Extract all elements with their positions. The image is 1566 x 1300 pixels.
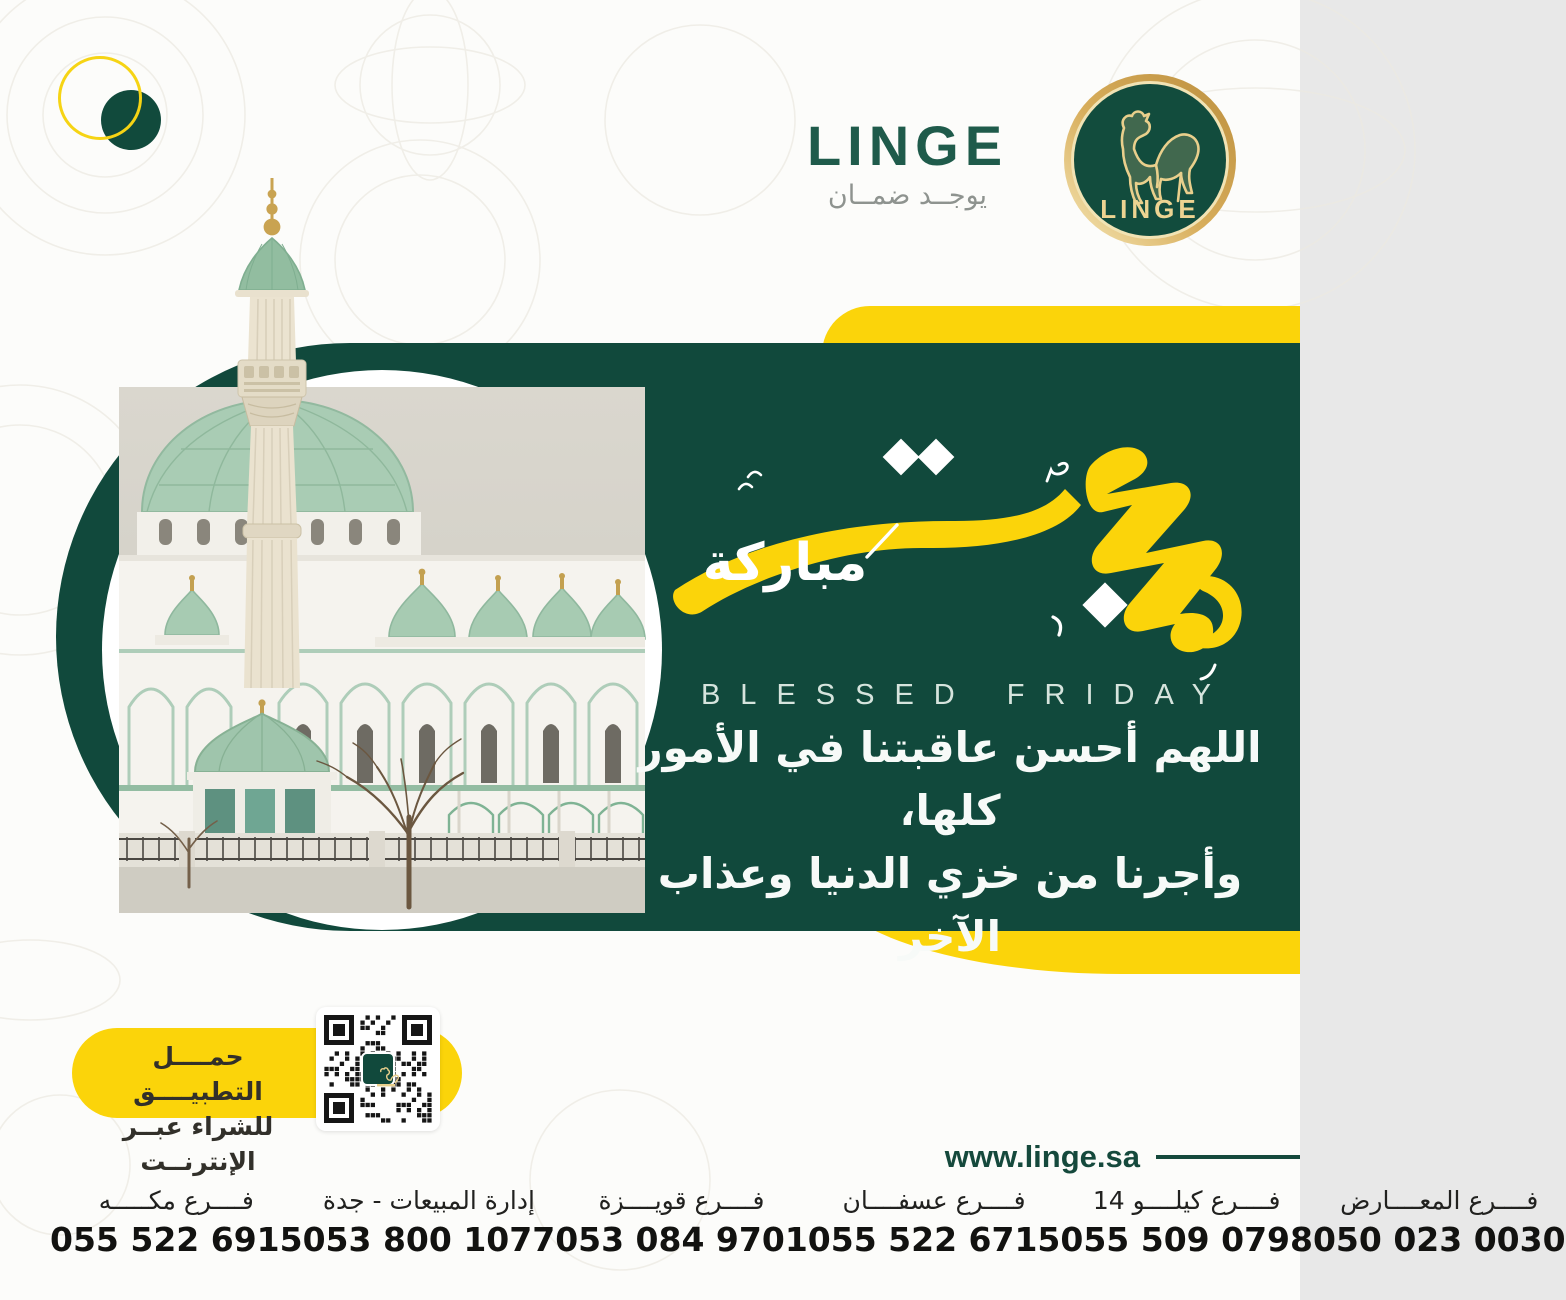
dua-line-1: اللهم أحسن عاقبتنا في الأمور كلها،: [638, 723, 1262, 835]
fence: [119, 831, 645, 867]
branch-contact: [808, 1186, 1061, 1259]
app-promo-text: [92, 1039, 304, 1179]
website-divider-line: [1156, 1155, 1300, 1159]
dua-line-2: وأجرنا من خزي الدنيا وعذاب الآخر: [657, 849, 1243, 961]
brand-badge: [1062, 72, 1238, 248]
badge-label: LINGE: [1100, 194, 1200, 224]
qr-code[interactable]: [316, 1007, 440, 1131]
qr-center-logo: [361, 1052, 395, 1086]
branch-contact: [1060, 1186, 1313, 1259]
branch-phone[interactable]: 053 800 1077: [302, 1220, 556, 1259]
brand-logotype: LINGE: [806, 114, 1009, 177]
branch-phone[interactable]: 055 522 6915: [50, 1220, 303, 1259]
minaret-balcony: [238, 360, 306, 426]
mosque-photo: [119, 387, 645, 913]
minaret: [218, 172, 330, 688]
branch-phone[interactable]: 050 023 0030: [1312, 1220, 1566, 1259]
branch-label: إدارة المبيعات - جدة: [322, 1186, 535, 1215]
branch-phone[interactable]: 053 084 9701: [555, 1220, 808, 1259]
blessed-friday-text: BLESSED FRIDAY: [700, 679, 1232, 711]
branch-label: فــــرع كيلــــو 14: [1092, 1186, 1281, 1215]
branch-contact: [50, 1186, 303, 1259]
mubaraka-word: مباركة: [702, 533, 868, 593]
branch-label: فــــرع مكـــــه: [98, 1186, 254, 1215]
branch-contact: [555, 1186, 808, 1259]
branch-contacts-row: [0, 1186, 1566, 1259]
decorative-yellow-ring: [58, 56, 142, 140]
branch-label: فــــرع المعــــارض: [1340, 1186, 1539, 1215]
app-promo-line-2: للشراء عبــر الإنترنــت: [122, 1112, 274, 1176]
cornice: [119, 649, 645, 653]
app-promo-line-1: حمــــل التطبيــــق: [133, 1042, 263, 1106]
branch-phone[interactable]: 055 522 6715: [807, 1220, 1061, 1259]
branch-label: فــــرع قويــــزة: [598, 1186, 765, 1215]
branch-contact: [1313, 1186, 1566, 1259]
ground: [119, 867, 645, 913]
website-url[interactable]: www.linge.sa: [944, 1139, 1140, 1174]
brand-tagline-arabic: يوجــد ضمــان: [827, 180, 988, 211]
dua-text: [630, 716, 1270, 968]
minaret-spire: [264, 178, 281, 235]
branch-label: فــــرع عسفــــان: [842, 1186, 1026, 1215]
branch-phone[interactable]: 055 509 0798: [1060, 1220, 1313, 1259]
branch-contact: [303, 1186, 556, 1259]
